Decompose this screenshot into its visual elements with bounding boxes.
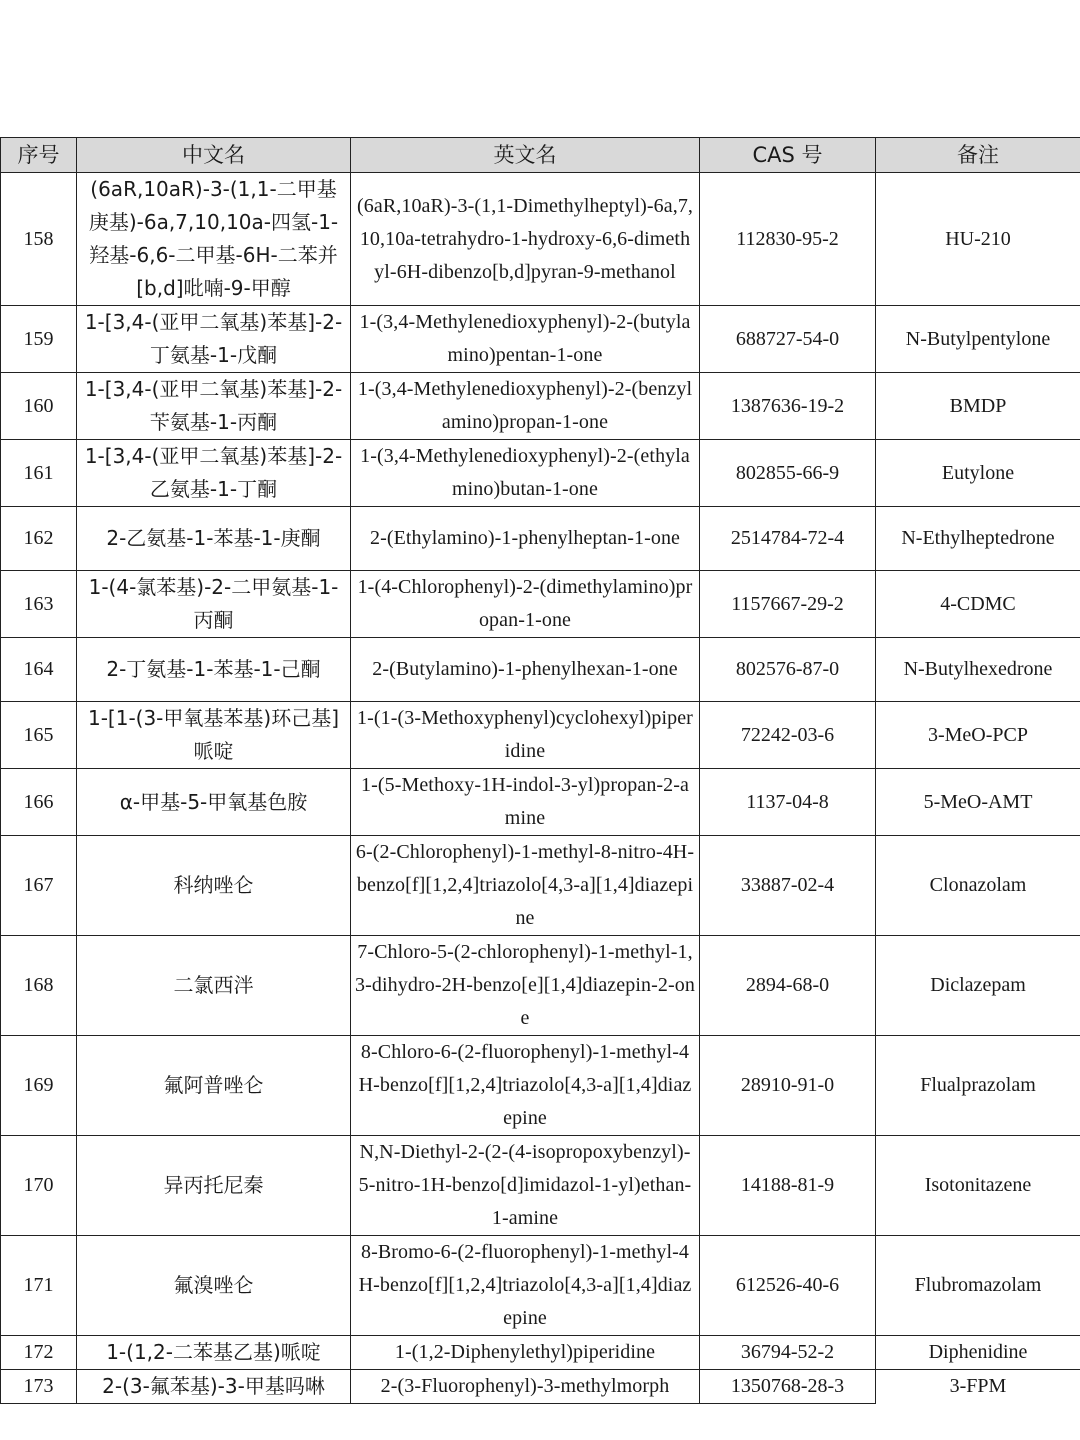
remark: 3-FPM	[876, 1370, 1080, 1404]
table-row	[1, 702, 1080, 769]
remark: 4-CDMC	[876, 571, 1080, 638]
chinese-name: 1-[3,4-(亚甲二氧基)苯基]-2-苄氨基-1-丙酮	[77, 373, 351, 440]
row-number: 161	[1, 440, 77, 507]
english-name: 1-(1-(3-Methoxyphenyl)cyclohexyl)piperidine	[351, 702, 700, 769]
row-number: 158	[1, 173, 77, 306]
table-header-row	[1, 138, 1080, 173]
remark: HU-210	[876, 173, 1080, 306]
english-name: 7-Chloro-5-(2-chlorophenyl)-1-methyl-1,3-dihydro-2H-benzo[e][1,4]diazepin-2-one	[351, 936, 700, 1036]
remark: Diphenidine	[876, 1336, 1080, 1370]
remark: Eutylone	[876, 440, 1080, 507]
chinese-name: 1-[3,4-(亚甲二氧基)苯基]-2-丁氨基-1-戊酮	[77, 306, 351, 373]
cas-number: 14188-81-9	[700, 1136, 876, 1236]
cas-number: 1387636-19-2	[700, 373, 876, 440]
english-name: 1-(5-Methoxy-1H-indol-3-yl)propan-2-amine	[351, 769, 700, 836]
english-name: 8-Bromo-6-(2-fluorophenyl)-1-methyl-4H-benzo[f][1,2,4]triazolo[4,3-a][1,4]diazepine	[351, 1236, 700, 1336]
row-number: 164	[1, 638, 77, 702]
remark: N-Ethylheptedrone	[876, 507, 1080, 571]
table-row	[1, 440, 1080, 507]
row-number: 171	[1, 1236, 77, 1336]
remark: Clonazolam	[876, 836, 1080, 936]
chinese-name: 氟溴唑仑	[77, 1236, 351, 1336]
remark: 5-MeO-AMT	[876, 769, 1080, 836]
cas-number: 1157667-29-2	[700, 571, 876, 638]
chinese-name: 1-(4-氯苯基)-2-二甲氨基-1-丙酮	[77, 571, 351, 638]
table-row	[1, 571, 1080, 638]
remark: Diclazepam	[876, 936, 1080, 1036]
chinese-name: 科纳唑仑	[77, 836, 351, 936]
remark: Isotonitazene	[876, 1136, 1080, 1236]
table-row	[1, 936, 1080, 1036]
remark: 3-MeO-PCP	[876, 702, 1080, 769]
table-row	[1, 173, 1080, 306]
header-cas-number: CAS 号	[700, 138, 876, 173]
cas-number: 802576-87-0	[700, 638, 876, 702]
chinese-name: 2-丁氨基-1-苯基-1-己酮	[77, 638, 351, 702]
header-number: 序号	[1, 138, 77, 173]
chinese-name: 1-[3,4-(亚甲二氧基)苯基]-2-乙氨基-1-丁酮	[77, 440, 351, 507]
table-row	[1, 1136, 1080, 1236]
table-row	[1, 306, 1080, 373]
remark: N-Butylhexedrone	[876, 638, 1080, 702]
row-number: 162	[1, 507, 77, 571]
row-number: 170	[1, 1136, 77, 1236]
row-number: 163	[1, 571, 77, 638]
table-row	[1, 507, 1080, 571]
row-number: 168	[1, 936, 77, 1036]
english-name: 2-(Ethylamino)-1-phenylheptan-1-one	[351, 507, 700, 571]
header-chinese-name: 中文名	[77, 138, 351, 173]
cas-number: 33887-02-4	[700, 836, 876, 936]
english-name: 1-(3,4-Methylenedioxyphenyl)-2-(benzylamino)propan-1-one	[351, 373, 700, 440]
cas-number: 112830-95-2	[700, 173, 876, 306]
cas-number: 72242-03-6	[700, 702, 876, 769]
english-name: 1-(1,2-Diphenylethyl)piperidine	[351, 1336, 700, 1370]
chinese-name: 异丙托尼秦	[77, 1136, 351, 1236]
row-number: 159	[1, 306, 77, 373]
english-name: 1-(4-Chlorophenyl)-2-(dimethylamino)propan-1-one	[351, 571, 700, 638]
remark: Flubromazolam	[876, 1236, 1080, 1336]
english-name: 1-(3,4-Methylenedioxyphenyl)-2-(butylamino)pentan-1-one	[351, 306, 700, 373]
table-row	[1, 1336, 1080, 1370]
english-name: (6aR,10aR)-3-(1,1-Dimethylheptyl)-6a,7,10,10a-tetrahydro-1-hydroxy-6,6-dimethyl-6H-dibenzo[b,d]pyran-9-methanol	[351, 173, 700, 306]
row-number: 165	[1, 702, 77, 769]
english-name: 2-(3-Fluorophenyl)-3-methylmorph	[351, 1370, 700, 1404]
remark: Flualprazolam	[876, 1036, 1080, 1136]
row-number: 173	[1, 1370, 77, 1404]
cas-number: 28910-91-0	[700, 1036, 876, 1136]
table-row	[1, 638, 1080, 702]
chinese-name: α-甲基-5-甲氧基色胺	[77, 769, 351, 836]
cas-number: 802855-66-9	[700, 440, 876, 507]
substance-table	[0, 137, 1080, 1404]
cas-number: 1350768-28-3	[700, 1370, 876, 1404]
row-number: 172	[1, 1336, 77, 1370]
cas-number: 2894-68-0	[700, 936, 876, 1036]
english-name: 2-(Butylamino)-1-phenylhexan-1-one	[351, 638, 700, 702]
cas-number: 688727-54-0	[700, 306, 876, 373]
row-number: 160	[1, 373, 77, 440]
row-number: 169	[1, 1036, 77, 1136]
chinese-name: 二氯西泮	[77, 936, 351, 1036]
cas-number: 1137-04-8	[700, 769, 876, 836]
row-number: 166	[1, 769, 77, 836]
english-name: 1-(3,4-Methylenedioxyphenyl)-2-(ethylamino)butan-1-one	[351, 440, 700, 507]
cas-number: 2514784-72-4	[700, 507, 876, 571]
header-remark: 备注	[876, 138, 1080, 173]
english-name: N,N-Diethyl-2-(2-(4-isopropoxybenzyl)-5-nitro-1H-benzo[d]imidazol-1-yl)ethan-1-amine	[351, 1136, 700, 1236]
header-english-name: 英文名	[351, 138, 700, 173]
remark: BMDP	[876, 373, 1080, 440]
table-row	[1, 1036, 1080, 1136]
chinese-name: 1-(1,2-二苯基乙基)哌啶	[77, 1336, 351, 1370]
table-row	[1, 373, 1080, 440]
table-row	[1, 836, 1080, 936]
row-number: 167	[1, 836, 77, 936]
chinese-name: 2-(3-氟苯基)-3-甲基吗啉	[77, 1370, 351, 1404]
chinese-name: 1-[1-(3-甲氧基苯基)环己基]哌啶	[77, 702, 351, 769]
cas-number: 612526-40-6	[700, 1236, 876, 1336]
remark: N-Butylpentylone	[876, 306, 1080, 373]
table-row	[1, 769, 1080, 836]
table-row	[1, 1236, 1080, 1336]
cas-number: 36794-52-2	[700, 1336, 876, 1370]
chinese-name: 氟阿普唑仑	[77, 1036, 351, 1136]
chinese-name: 2-乙氨基-1-苯基-1-庚酮	[77, 507, 351, 571]
chinese-name: (6aR,10aR)-3-(1,1-二甲基庚基)-6a,7,10,10a-四氢-1-羟基-6,6-二甲基-6H-二苯并[b,d]吡喃-9-甲醇	[77, 173, 351, 306]
english-name: 8-Chloro-6-(2-fluorophenyl)-1-methyl-4H-benzo[f][1,2,4]triazolo[4,3-a][1,4]diazepine	[351, 1036, 700, 1136]
table-row	[1, 1370, 1080, 1404]
english-name: 6-(2-Chlorophenyl)-1-methyl-8-nitro-4H-benzo[f][1,2,4]triazolo[4,3-a][1,4]diazepine	[351, 836, 700, 936]
